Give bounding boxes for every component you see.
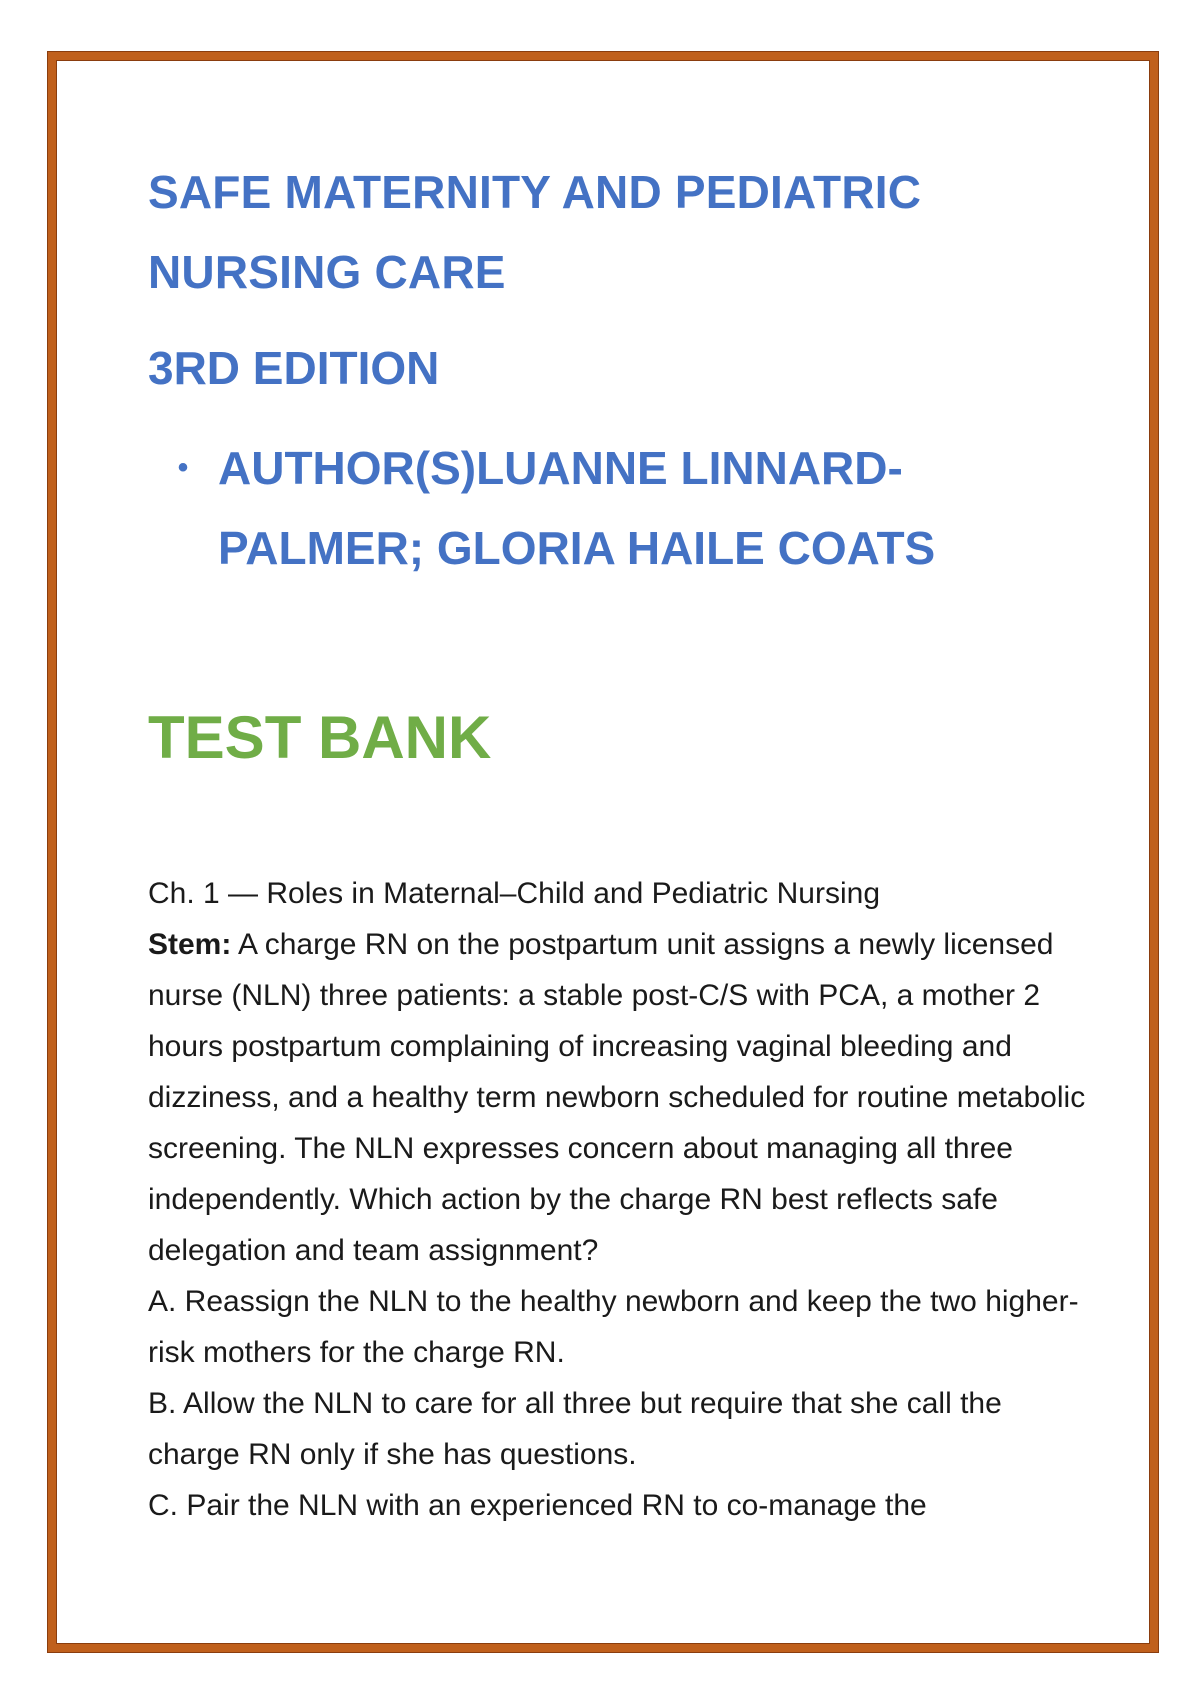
stem-label: Stem: [148,928,232,961]
option-a: A. Reassign the NLN to the healthy newborn and keep the two higher-risk mothers for the charge RN. [148,1285,1079,1369]
option-c: C. Pair the NLN with an experienced RN to co-manage the [148,1489,927,1522]
author-list-item [148,428,1108,588]
chapter-line: Ch. 1 — Roles in Maternal–Child and Pediatric Nursing [148,877,881,910]
test-bank-heading: TEST BANK [148,704,492,771]
question-body [148,868,1088,1531]
book-edition: 3RD EDITION [148,342,440,394]
stem-text: A charge RN on the postpartum unit assigns a newly licensed nurse (NLN) three patients: a stable post-C/S with PCA, a mother 2 hours postpartum complaining of increasing vaginal bleeding and dizziness, and a healthy term newborn scheduled for routine metabolic screening. The NLN expresses concern about managing all three independently. Which action by the charge RN best reflects safe delegation and team assignment? [148,928,1086,1267]
bullet-icon: • [177,451,189,484]
question-stem [148,919,1088,1276]
page-content [148,152,1108,1531]
page-frame [48,52,1158,1652]
author-line: AUTHOR(S)LUANNE LINNARD-PALMER; GLORIA HAILE COATS [218,442,936,574]
option-b: B. Allow the NLN to care for all three but require that she call the charge RN only if she has questions. [148,1387,1002,1471]
book-title: SAFE MATERNITY AND PEDIATRIC NURSING CARE [148,166,922,298]
